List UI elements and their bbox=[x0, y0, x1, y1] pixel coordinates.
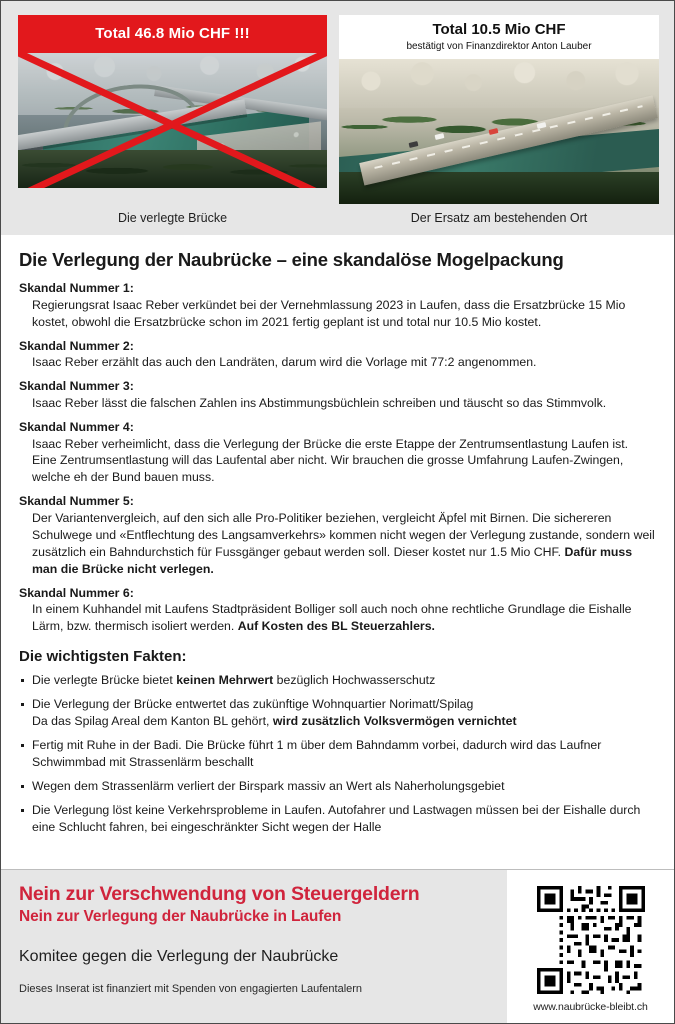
facts-list bbox=[19, 672, 656, 836]
committee-name: Komitee gegen die Verlegung der Naubrücke bbox=[19, 948, 339, 966]
scandal-item-body: Regierungsrat Isaac Reber verkündet bei der Vernehmlassung 2023 in Laufen, dass die Ersatzbrücke 15 Mio kostet, obwohl die Ersatzbrücke schon im 2021 fertig geplant ist und total nur 10.5 Mio kostet. bbox=[32, 297, 626, 329]
left-bridge-render-image bbox=[18, 53, 327, 188]
comparison-panel-left bbox=[18, 15, 327, 188]
comparison-captions bbox=[18, 204, 657, 235]
scandal-item-title: Skandal Nummer 6: bbox=[19, 585, 134, 600]
scandal-item-title: Skandal Nummer 3: bbox=[19, 379, 134, 394]
scandal-item-title: Skandal Nummer 2: bbox=[19, 338, 134, 353]
scandal-item-title: Skandal Nummer 4: bbox=[19, 419, 134, 434]
scandal-item-title: Skandal Nummer 1: bbox=[19, 281, 134, 296]
scandal-item-body: In einem Kuhhandel mit Laufens Stadtpräsident Bolliger soll auch noch ohne rechtliche Grundlage die Eishalle Lärm, bzw. thermisch isoliert werden. Auf Kosten des BL Steuerzahlers. bbox=[32, 602, 632, 634]
right-image-caption: Der Ersatz am bestehenden Ort bbox=[410, 211, 588, 225]
scandal-item-body: Der Variantenvergleich, auf den sich alle Pro-Politiker beziehen, vergleicht Äpfel mit Birnen. Die sichereren Schulwege und «Entflechtung des Langsamverkehrs» kommen nicht wegen der Verlegung zustande, sondern weil zusätzlich ein Bahndurchstich für Fussgänger gebaut werden soll. Dieser kostet nur 1.5 Mio CHF. Dafür muss man die Brücke nicht verlegen. bbox=[32, 511, 655, 576]
scandal-item bbox=[19, 585, 656, 636]
right-price-sub: bestätigt von Finanzdirektor Anton Lauber bbox=[406, 41, 592, 52]
right-price-main: Total 10.5 Mio CHF bbox=[432, 21, 566, 38]
scandal-item-body: Isaac Reber verheimlicht, dass die Verlegung der Brücke die erste Etappe der Zentrumsentlastung Laufen ist. Eine Zentrumsentlastung will das Laufental aber nicht. Wir brauchen die grosse Umfahrung Laufen-Zwingen, welche eh der Bund bauen muss. bbox=[32, 436, 629, 485]
comparison-panel-right bbox=[339, 15, 659, 204]
left-image-caption: Die verlegte Brücke bbox=[117, 211, 228, 225]
scandal-list bbox=[19, 280, 656, 635]
scandal-item bbox=[19, 338, 656, 372]
right-price-banner bbox=[339, 15, 659, 59]
comparison-row bbox=[18, 15, 657, 204]
scandal-item bbox=[19, 419, 656, 487]
red-cross-out-icon bbox=[18, 53, 327, 188]
footer bbox=[1, 869, 674, 1023]
comparison-band bbox=[1, 1, 674, 235]
fact-list-item: Die Verlegung löst keine Verkehrsprobleme in Laufen. Autofahrer und Lastwagen müssen bei der Eishalle durch eine Schlucht fahren, bei eingeschränkter Sicht wegen der Halle bbox=[19, 802, 656, 836]
fact-list-item: Wegen dem Strassenlärm verliert der Birspark massiv an Wert als Naherholungsgebiet bbox=[19, 778, 656, 795]
scandal-item-body: Isaac Reber erzählt das auch den Landräten, darum wird die Vorlage mit 77:2 angenommen. bbox=[32, 355, 537, 370]
scandal-item bbox=[19, 378, 656, 412]
footer-message-panel bbox=[1, 870, 507, 1023]
right-bridge-render-image bbox=[339, 59, 659, 204]
slogan-line-1: Nein zur Verschwendung von Steuergeldern bbox=[19, 883, 420, 905]
left-price-banner: Total 46.8 Mio CHF !!! bbox=[18, 15, 327, 53]
article-body bbox=[1, 235, 674, 869]
scandal-item-body: Isaac Reber lässt die falschen Zahlen ins Abstimmungsbüchlein schreiben und täuscht so das Stimmvolk. bbox=[32, 395, 607, 410]
scandal-item bbox=[19, 493, 656, 577]
fact-list-item: Die Verlegung der Brücke entwertet das zukünftige Wohnquartier Norimatt/Spilag Da das Spilag Areal dem Kanton BL gehört, wird zusätzlich Volksvermögen vernichtet bbox=[19, 696, 656, 730]
fact-list-item: Die verlegte Brücke bietet keinen Mehrwert bezüglich Hochwasserschutz bbox=[19, 672, 656, 689]
scandal-item bbox=[19, 280, 656, 331]
qr-code-icon[interactable] bbox=[537, 886, 645, 994]
financing-note: Dieses Inserat ist finanziert mit Spenden von engagierten Laufentalern bbox=[19, 983, 363, 996]
website-url[interactable]: www.naubrücke-bleibt.ch bbox=[533, 1001, 648, 1013]
page-title: Die Verlegung der Naubrücke – eine skandalöse Mogelpackung bbox=[19, 249, 564, 270]
facts-section-title: Die wichtigsten Fakten: bbox=[19, 648, 187, 666]
scandal-item-title: Skandal Nummer 5: bbox=[19, 494, 134, 509]
footer-qr-panel bbox=[507, 870, 674, 1023]
fact-list-item: Fertig mit Ruhe in der Badi. Die Brücke führt 1 m über dem Bahndamm vorbei, dadurch wird das Laufner Schwimmbad mit Strassenlärm beschallt bbox=[19, 737, 656, 771]
slogan-line-2: Nein zur Verlegung der Naubrücke in Laufen bbox=[19, 907, 342, 925]
